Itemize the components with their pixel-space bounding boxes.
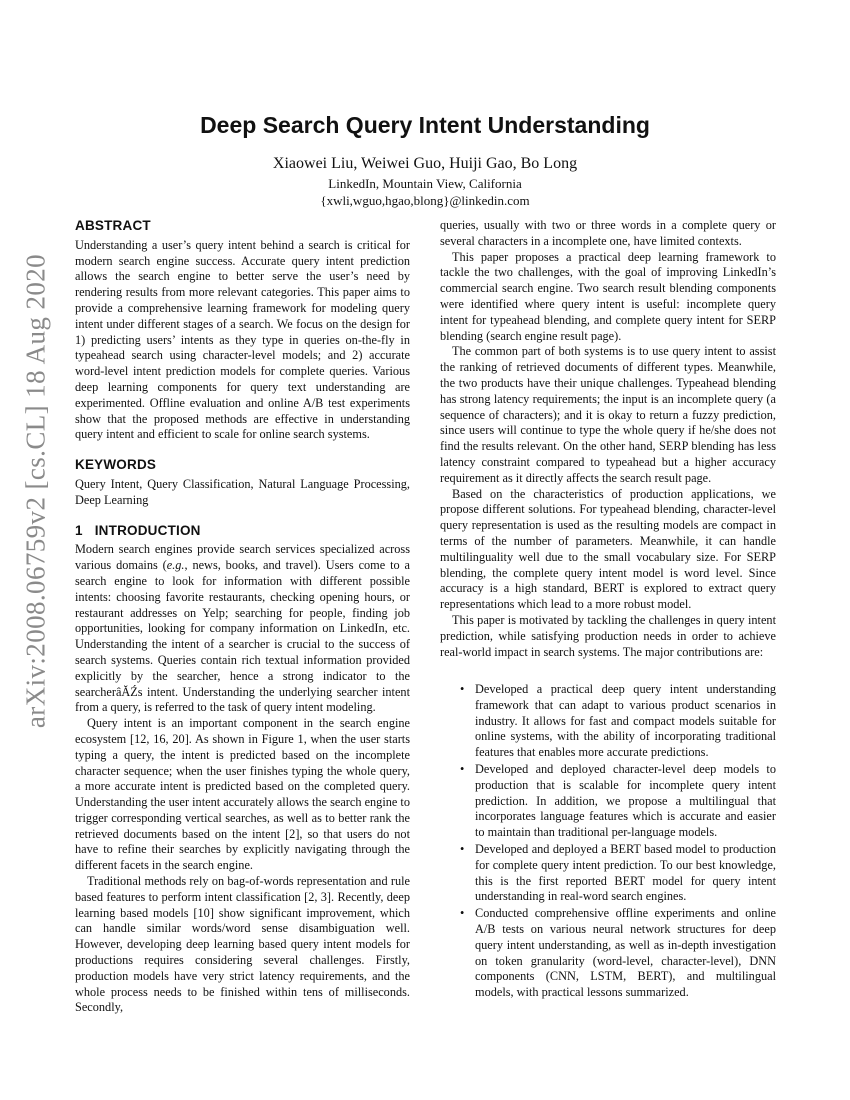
intro-paragraph-8: This paper is motivated by tackling the challenges in query intent prediction, while satisfying production needs in order to achieve real-world impact in search systems. The major contributions are: <box>440 612 776 659</box>
intro-paragraph-2: Query intent is an important component in the search engine ecosystem [12, 16, 20]. As shown in Figure 1, when the user starts typing a query, the intent is predicted based on the incomplete character sequence; when the user finishes typing the whole query, a more accurate intent is predicted based on the completed query. Understanding the user intent accurately allows the search engine to trigger corresponding vertical searches, as well as to better rank the retrieved documents based on the intent [2], so that users do not have to refine their searches by explicitly navigating through the different facets in the search engine. <box>75 716 410 873</box>
contribution-item: • Developed and deployed a BERT based model to production for complete query intent prediction. To our best knowledge, this is the first reported BERT model for query intent understanding in real-word search engines. <box>460 841 776 904</box>
right-column <box>440 218 776 660</box>
intro-paragraph-3: Traditional methods rely on bag-of-words representation and rule based features to perform intent classification [2, 3]. Recently, deep learning based models [10] show significant improvement, which can handle similar words/word sense disambiguation well. However, developing deep learning based query intent models for productions requires considering several challenges. Firstly, production models have very strict latency requirements, and the whole process needs to be finished within tens of milliseconds. Secondly, <box>75 874 410 1015</box>
arxiv-identifier-stamp <box>16 253 56 728</box>
paper-title: Deep Search Query Intent Understanding <box>200 112 650 138</box>
contributions-list <box>460 682 776 1002</box>
contribution-item: • Conducted comprehensive offline experiments and online A/B tests on various neural network structures for deep query intent understanding, as well as in-depth investigation on token granularity (word-level, character-level), DNN components (CNN, LSTM, BERT), and multilingual models, with practical lessons summarized. <box>460 906 776 1000</box>
left-column <box>75 218 410 1016</box>
section-title: INTRODUCTION <box>94 522 201 538</box>
author-affiliation: LinkedIn, Mountain View, California <box>328 176 522 191</box>
bullet-icon: • <box>460 841 465 856</box>
introduction-heading <box>75 523 410 539</box>
keywords-text: Query Intent, Query Classification, Natural Language Processing, Deep Learning <box>75 476 410 507</box>
intro-paragraph-4: queries, usually with two or three words in a complete query or several characters in a incomplete one, have limited contexts. <box>440 218 776 248</box>
section-number: 1 <box>75 522 83 538</box>
bullet-icon: • <box>460 761 465 776</box>
intro-paragraph-1: Modern search engines provide search services specialized across various domains (e.g., news, books, and travel). Users come to a search engine to look for information with different possible intents: choosing favorite restaurants, checking opening hours, or restaurant addresses on Yelp; searching for people, finding job opportunities, looking for company information on LinkedIn, etc. Understanding the intent of a searcher is crucial to the success of search systems. Queries contain rich textual information provided explicitly by the searcher, hence a strong indicator to the searcherâĂŹs intent. Understanding the underlying searcher intent from a query, is referred to the task of query intent modeling. <box>75 542 410 715</box>
intro-paragraph-6: The common part of both systems is to use query intent to assist the ranking of retrieved documents of different types. Meanwhile, the two products have their unique challenges. Typeahead blending has strong latency requirements; the input is an incomplete query (a sequence of characters); and it is okay to return a fuzzy prediction, since users will continue to type the whole query if he/she does not find the results relevant. On the other hand, SERP blending has less latency constraint compared to typeahead but a higher accuracy requirement as it directly affects the search result page. <box>440 344 776 485</box>
intro-paragraph-7: Based on the characteristics of production applications, we propose different solutions. For typeahead blending, character-level query representation is used as the resulting models are compact in terms of the number of parameters. Meanwhile, it can handle multilinguality well due to the small vocabulary size. For SERP blending, the complete query intent model is word level. Since accuracy is a high standard, BERT is explored to extract query representations which lead to a more robust model. <box>440 486 776 612</box>
bullet-icon: • <box>460 682 465 696</box>
contribution-item: • Developed and deployed character-level deep models to production that is scalable for incomplete query intent prediction. In addition, we propose a multilingual that incorporates language features which is accurate and easier to maintain than traditional per-language models. <box>460 761 776 840</box>
author-list: Xiaowei Liu, Weiwei Guo, Huiji Gao, Bo Long <box>272 155 578 172</box>
bullet-icon: • <box>460 906 465 921</box>
arxiv-id-text: arXiv:2008.06759v2 [cs.CL] 18 Aug 2020 <box>20 253 51 728</box>
contribution-item: • Developed a practical deep query intent understanding framework that can adapt to various product scenarios in industry. It allows for fast and compact models suitable for online systems, with the ability of incorporating traditional features that enables more accurate predictions. <box>460 682 776 760</box>
keywords-heading: KEYWORDS <box>75 457 157 473</box>
author-email: {xwli,wguo,hgao,blong}@linkedin.com <box>320 193 530 208</box>
abstract-text: Understanding a user’s query intent behind a search is critical for modern search engine success. Accurate query intent prediction allows the search engine to better serve the user’s need by rendering results from more relevant categories. This paper aims to provide a comprehensive learning framework for modeling query intent under different stages of a search. We focus on the design for 1) predicting users’ intents as they type in queries on-the-fly in typeahead search using character-level models; and 2) accurate word-level intent prediction models for complete queries. Various deep learning components for query text understanding are experimented. Offline evaluation and online A/B test experiments show that the proposed methods are effective in understanding query intent and efficient to scale for online search systems. <box>75 237 410 442</box>
abstract-heading: ABSTRACT <box>75 218 151 233</box>
intro-paragraph-5: This paper proposes a practical deep learning framework to tackle the two challenges, with the goal of improving LinkedIn’s commercial search engine. Two search result blending components were identified where query intent is useful: incomplete query intent for typeahead blending, and complete query intent for SERP blending (search engine result page). <box>440 249 776 343</box>
